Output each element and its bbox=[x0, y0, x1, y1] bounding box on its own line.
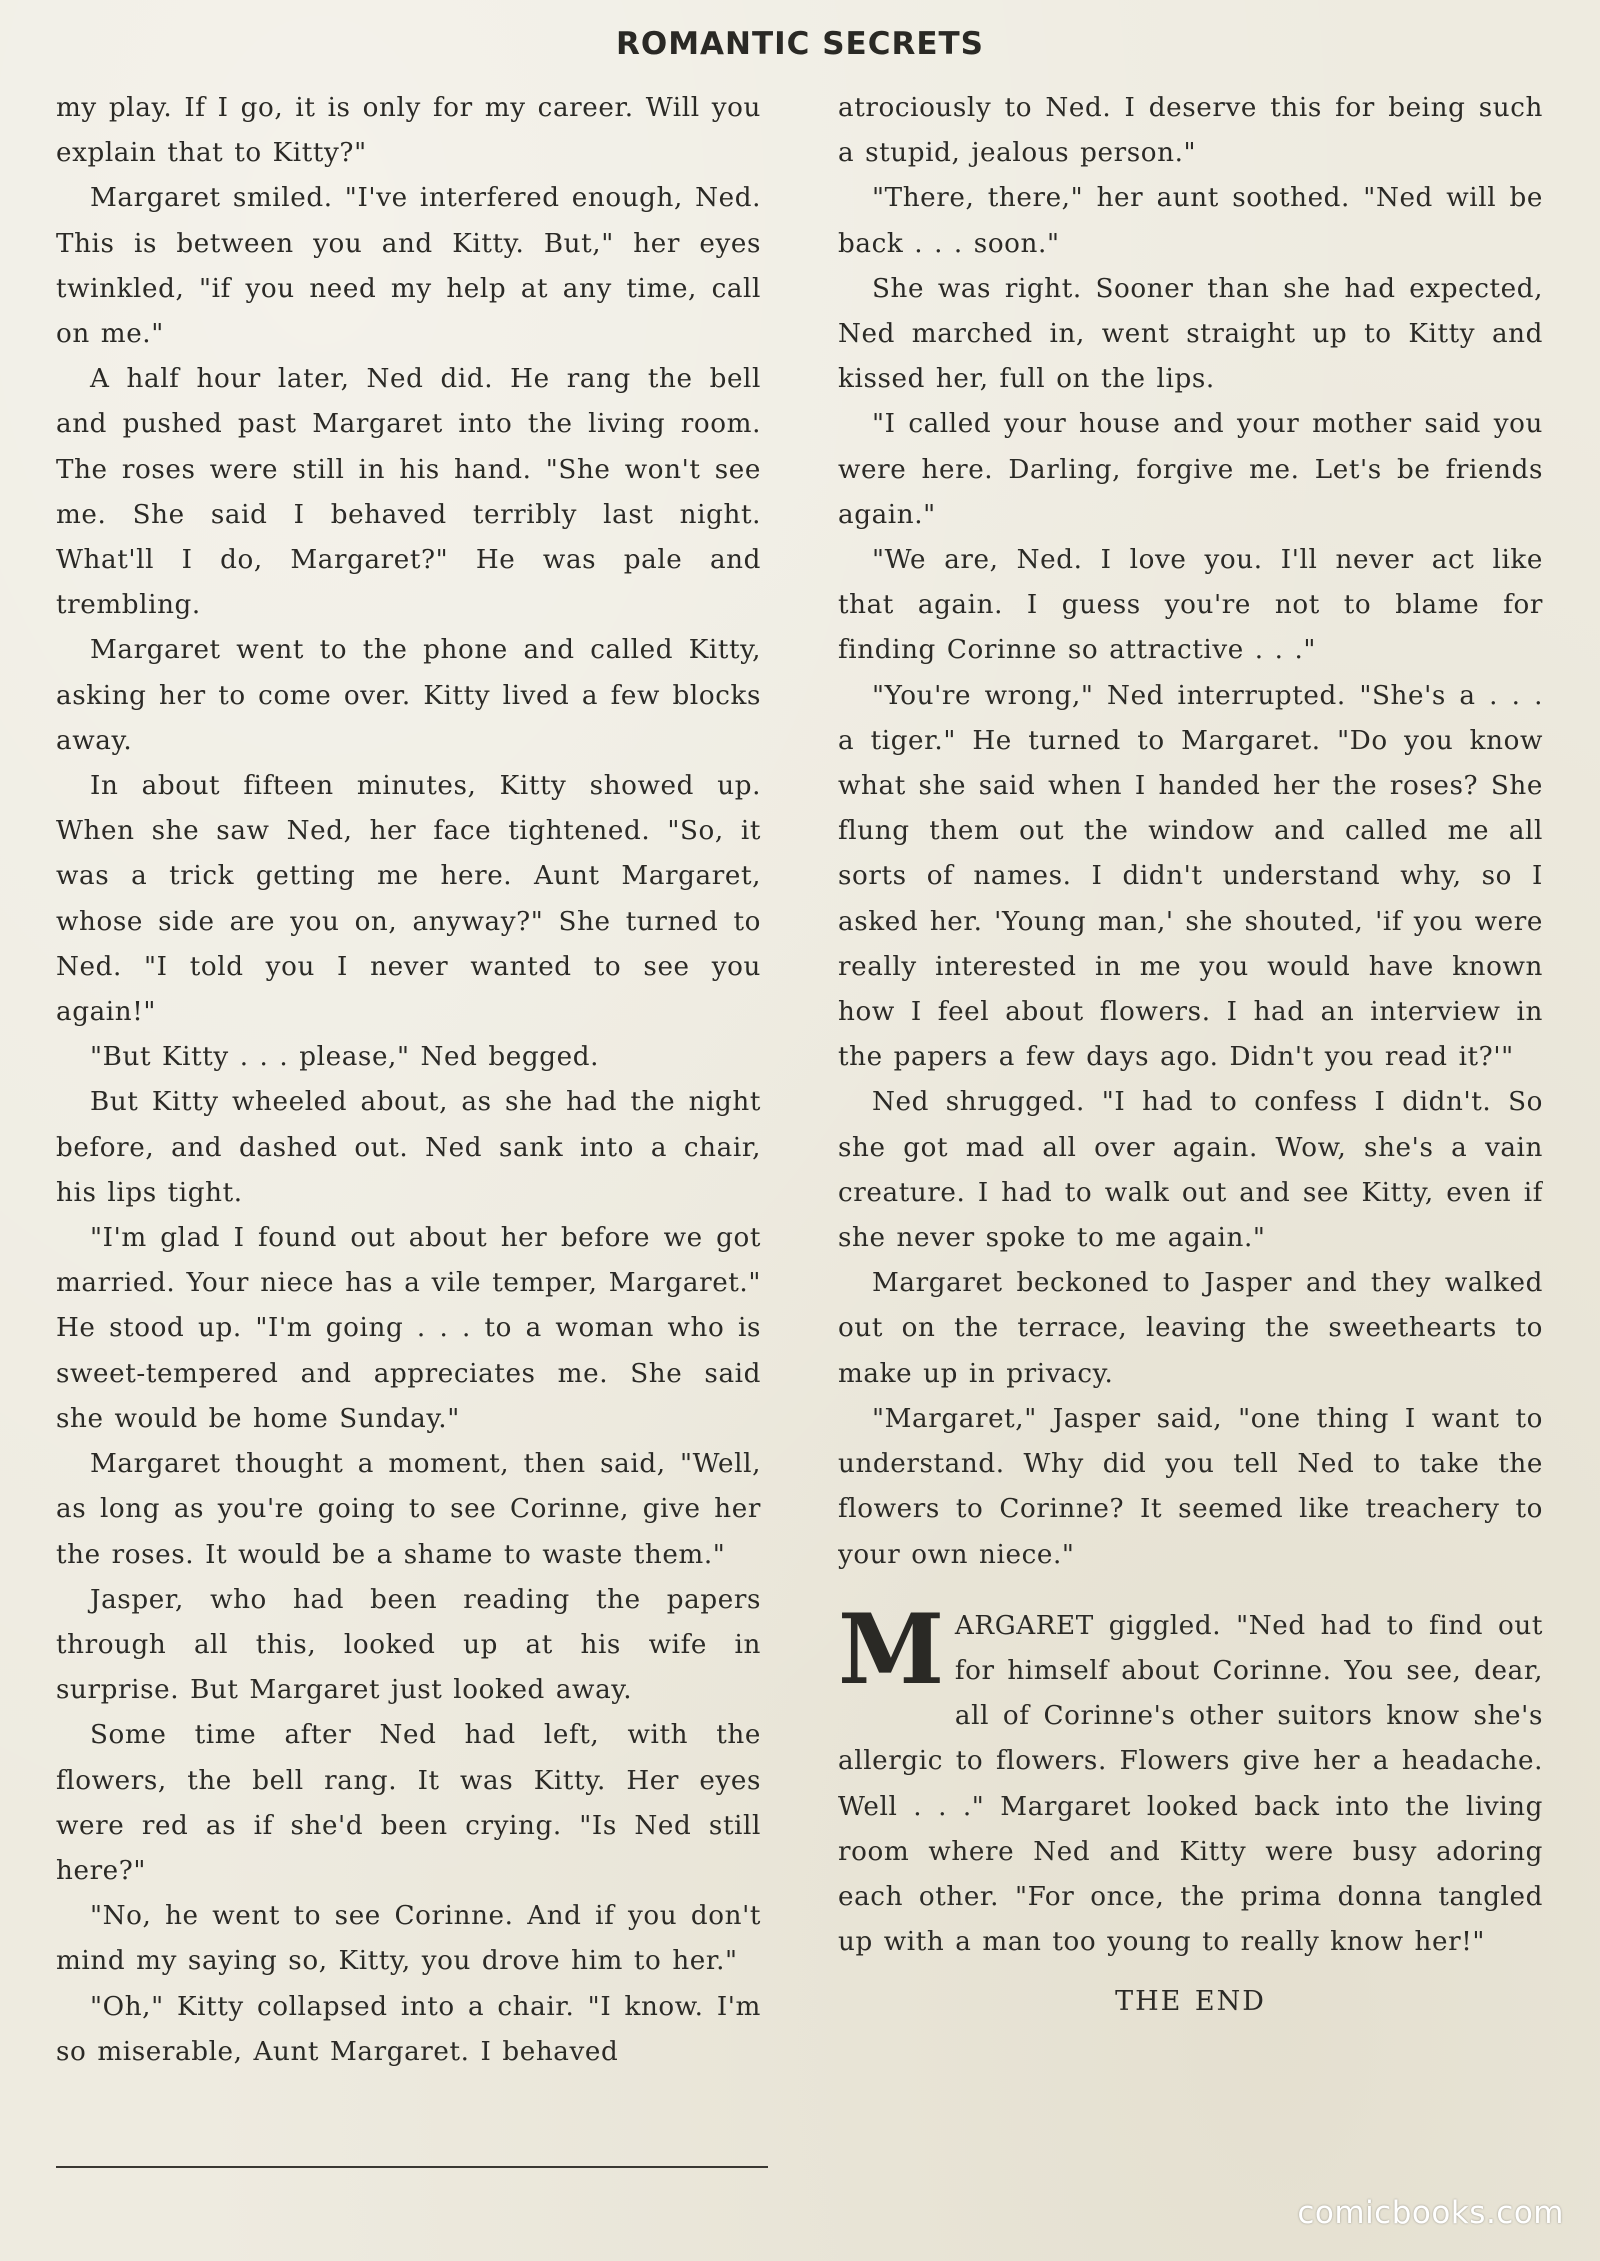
paragraph: "No, he went to see Corinne. And if you don't mind my saying so, Kitty, you drove him to her." bbox=[56, 1901, 761, 1977]
dropcap-letter: M bbox=[838, 1592, 945, 1706]
page-title: ROMANTIC SECRETS bbox=[615, 26, 984, 62]
watermark: comicbooks.com bbox=[1297, 2195, 1564, 2231]
dropcap-text: ARGARET giggled. "Ned had to find out for himself about Corinne. You see, dear, all of Corinne's other suitors know she's allergic to flowers. Flowers give her a headache. Well . . ." Margaret looked back into the living room where Ned and Kitty were busy adoring each other. "For once, the prima donna tangled up with a man too young to really know her!" bbox=[838, 1610, 1543, 1958]
paragraph: Margaret thought a moment, then said, "Well, as long as you're going to see Corinne, give her the roses. It would be a shame to waste them." bbox=[56, 1449, 761, 1570]
paragraph: A half hour later, Ned did. He rang the bell and pushed past Margaret into the living room. The roses were still in his hand. "She won't see me. She said I behaved terribly last night. What'll I do, Margaret?" He was pale and trembling. bbox=[56, 364, 761, 621]
paragraph: But Kitty wheeled about, as she had the night before, and dashed out. Ned sank into a chair, his lips tight. bbox=[56, 1087, 761, 1208]
paragraph: Jasper, who had been reading the papers through all this, looked up at his wife in surprise. But Margaret just looked away. bbox=[56, 1584, 761, 1706]
left-column bbox=[56, 86, 761, 2166]
column-bottom-rule bbox=[56, 2166, 768, 2168]
paragraph: "Margaret," Jasper said, "one thing I want to understand. Why did you tell Ned to take the flowers to Corinne? It seemed like treachery to your own niece." bbox=[838, 1403, 1543, 1570]
paragraph: Ned shrugged. "I had to confess I didn't. So she got mad all over again. Wow, she's a vain creature. I had to walk out and see Kitty, even if she never spoke to me again." bbox=[838, 1087, 1543, 1254]
paragraph: In about fifteen minutes, Kitty showed up. When she saw Ned, her face tightened. "So, it was a trick getting me here. Aunt Margaret, whose side are you on, anyway?" She turned to Ned. "I told you I never wanted to see you again!" bbox=[56, 771, 761, 1028]
paragraph: Some time after Ned had left, with the flowers, the bell rang. It was Kitty. Her eyes were red as if she'd been crying. "Is Ned still here?" bbox=[56, 1720, 761, 1886]
paragraph: Margaret beckoned to Jasper and they walked out on the terrace, leaving the sweethearts to make up in privacy. bbox=[838, 1268, 1543, 1389]
paragraph: "There, there," her aunt soothed. "Ned will be back . . . soon." bbox=[838, 183, 1543, 259]
paragraph: "I'm glad I found out about her before we got married. Your niece has a vile temper, Margaret." He stood up. "I'm going . . . to a woman who is sweet-tempered and appreciates me. She said she would be home Sunday." bbox=[56, 1223, 761, 1434]
the-end-label: THE END bbox=[1115, 1986, 1266, 2018]
right-column bbox=[838, 86, 1543, 2166]
paragraph: "Oh," Kitty collapsed into a chair. "I know. I'm so miserable, Aunt Margaret. I behaved bbox=[56, 1991, 761, 2067]
paragraph: "But Kitty . . . please," Ned begged. bbox=[90, 1042, 600, 1073]
paragraph: Margaret smiled. "I've interfered enough, Ned. This is between you and Kitty. But," her eyes twinkled, "if you need my help at any time, call on me." bbox=[56, 183, 761, 350]
paragraph: atrociously to Ned. I deserve this for being such a stupid, jealous person." bbox=[838, 93, 1543, 169]
dropcap-paragraph bbox=[838, 1592, 1543, 1966]
paragraph: "We are, Ned. I love you. I'll never act like that again. I guess you're not to blame for finding Corinne so attractive . . ." bbox=[838, 545, 1543, 666]
paragraph: my play. If I go, it is only for my career. Will you explain that to Kitty?" bbox=[56, 93, 761, 169]
paragraph: She was right. Sooner than she had expected, Ned marched in, went straight up to Kitty and kissed her, full on the lips. bbox=[838, 273, 1543, 395]
paragraph: "You're wrong," Ned interrupted. "She's a . . . a tiger." He turned to Margaret. "Do you know what she said when I handed her the roses? She flung them out the window and called me all sorts of names. I didn't understand why, so I asked her. 'Young man,' she shouted, 'if you were really interested in me you would have known how I feel about flowers. I had an interview in the papers a few days ago. Didn't you read it?'" bbox=[838, 680, 1543, 1073]
paragraph: Margaret went to the phone and called Kitty, asking her to come over. Kitty lived a few blocks away. bbox=[56, 635, 761, 756]
paragraph: "I called your house and your mother said you were here. Darling, forgive me. Let's be friends again." bbox=[838, 409, 1543, 530]
